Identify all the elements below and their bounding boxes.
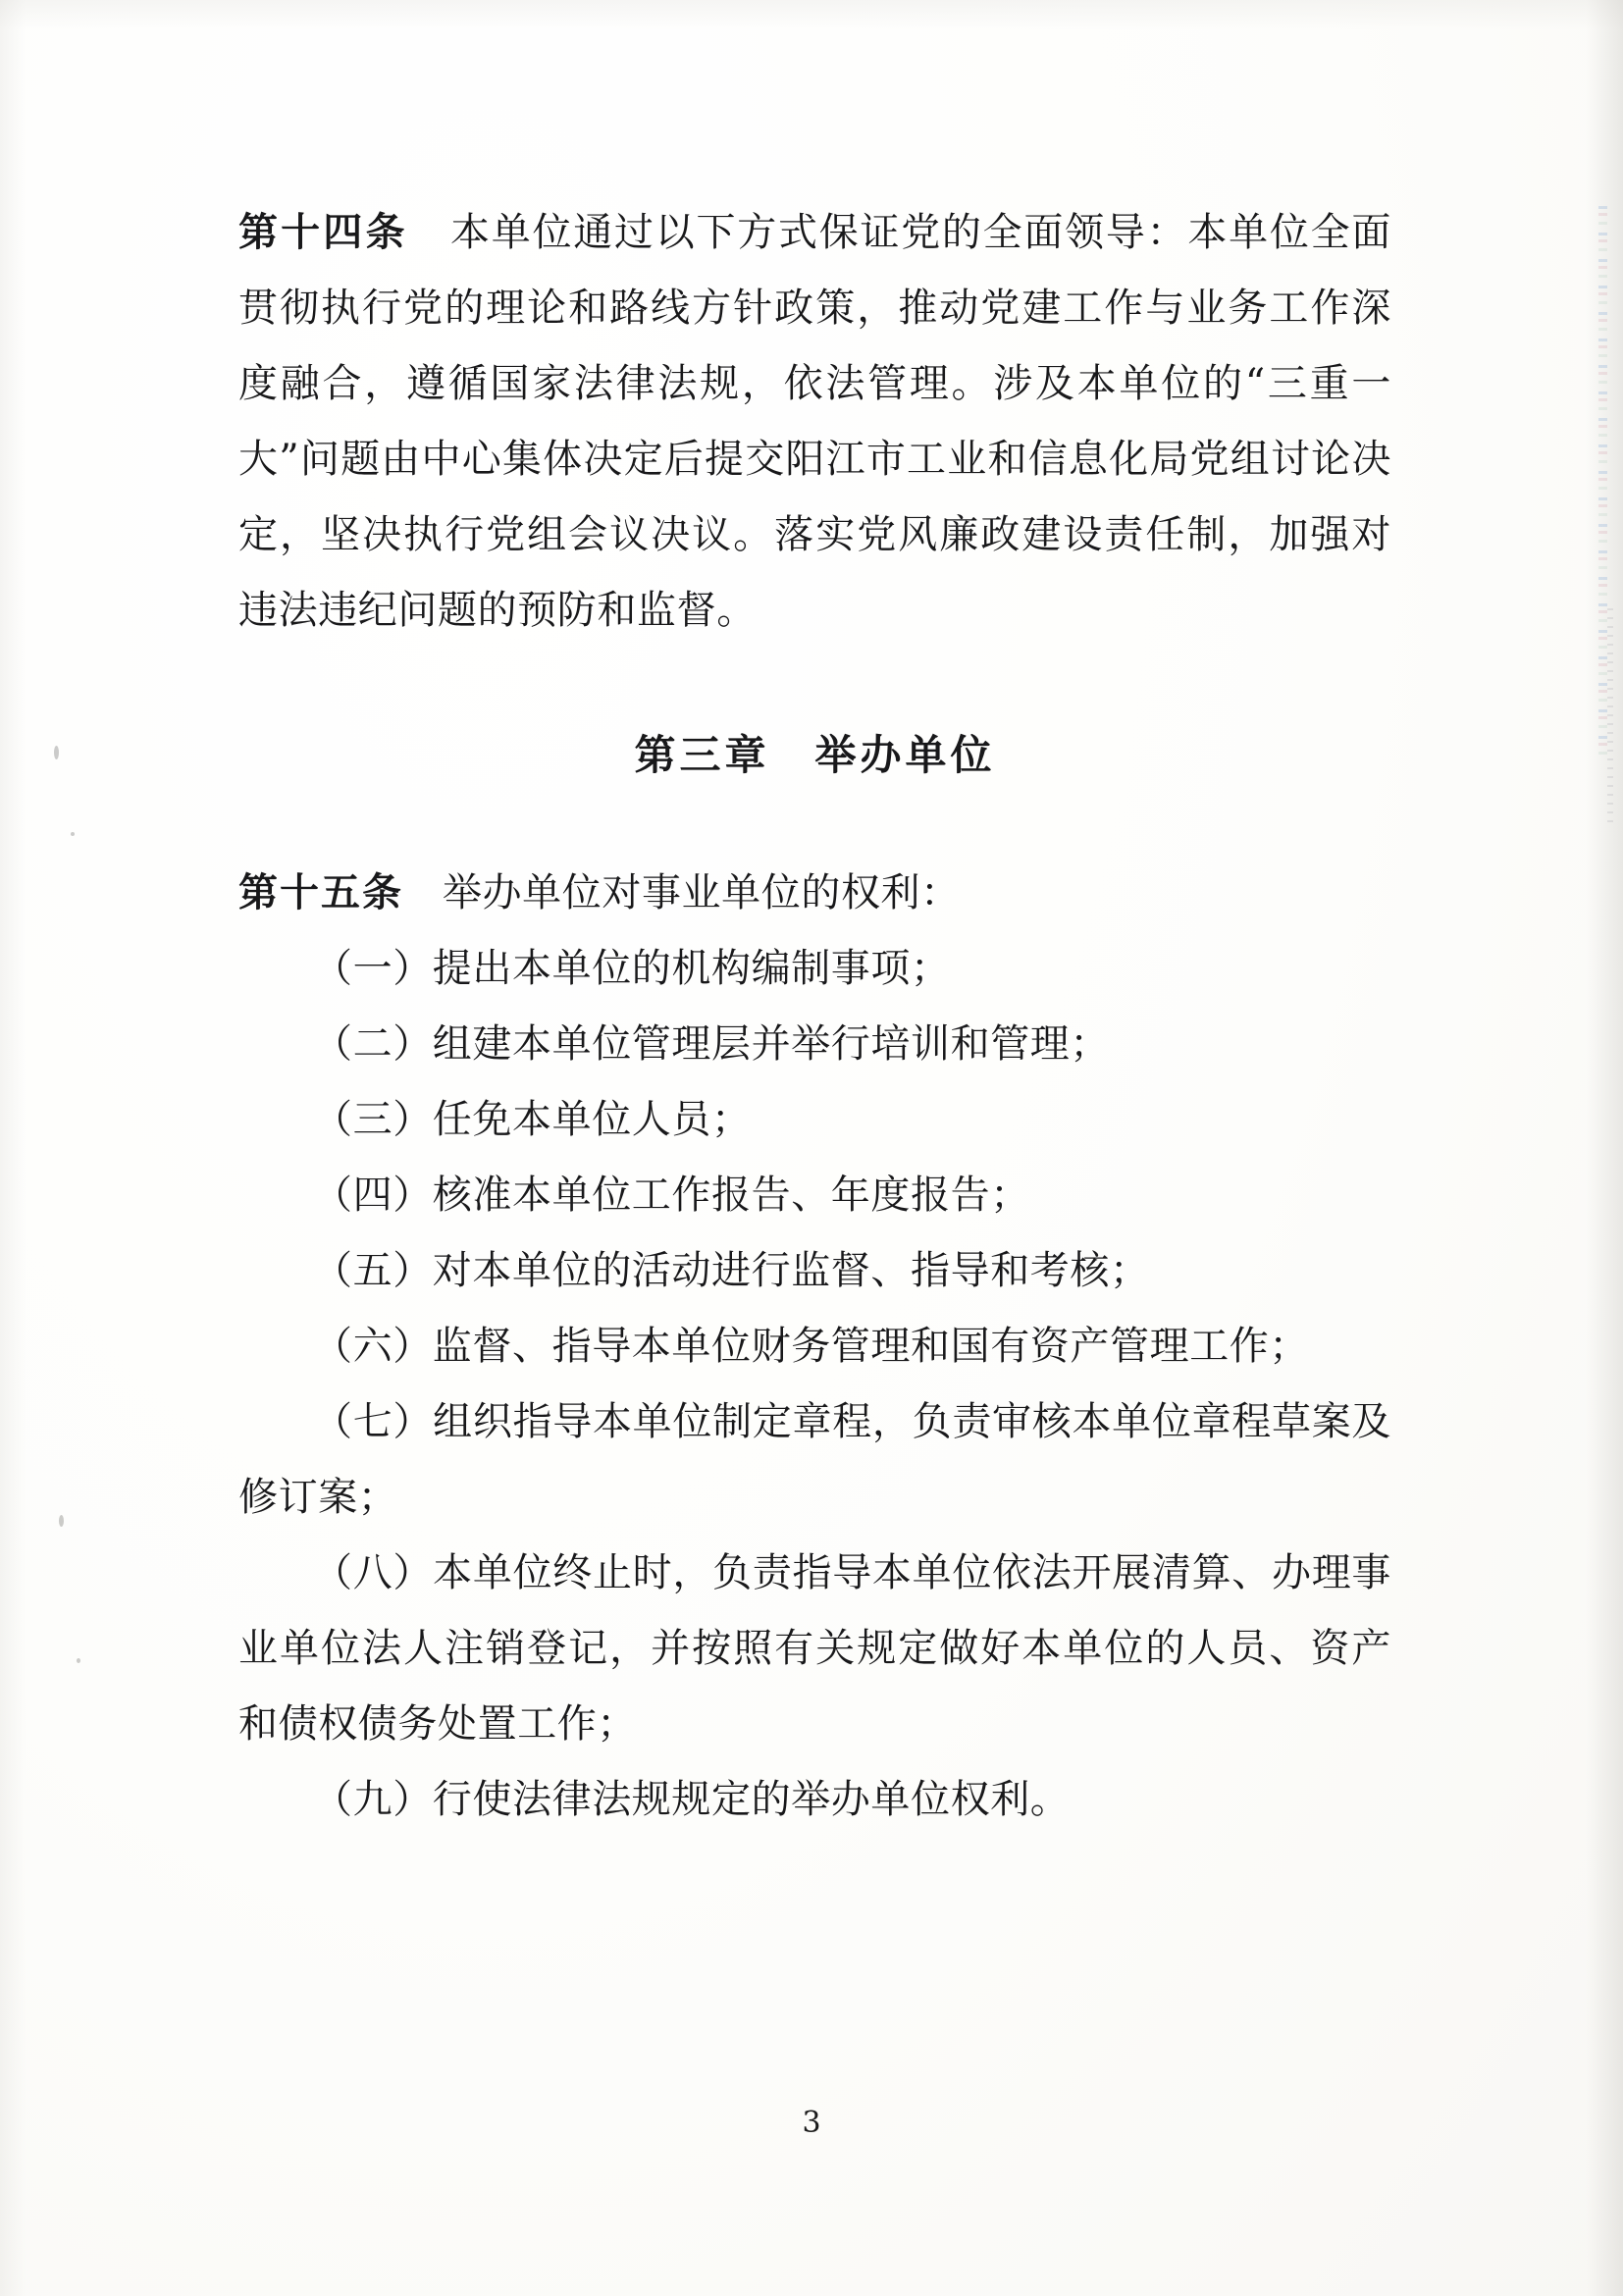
list-item: （六）监督、指导本单位财务管理和国有资产管理工作； <box>313 1324 1309 1369</box>
list-item: （七）组织指导本单位制定章程，负责审核本单位章程草案及修订案； <box>238 1399 1391 1520</box>
list-item: （三）任免本单位人员； <box>313 1097 752 1142</box>
list-item: （九）行使法律法规规定的举办单位权利。 <box>313 1777 1071 1822</box>
list-item: （一）提出本单位的机构编制事项； <box>313 946 951 991</box>
spacer <box>238 649 1391 721</box>
scan-edge-shadow-left <box>0 0 26 2296</box>
article-14-paragraph <box>238 194 1391 649</box>
article-14-label: 第十四条 <box>238 209 408 255</box>
scan-color-artifact-secondary <box>1607 608 1613 824</box>
scan-color-artifact <box>1598 206 1607 756</box>
scan-edge-shadow-top <box>0 0 1623 29</box>
article-15-text: 举办单位对事业单位的权利： <box>442 870 961 915</box>
article-14-text: 本单位通过以下方式保证党的全面领导：本单位全面贯彻执行党的理论和路线方针政策，推动党建工作与业务工作深度融合，遵循国家法律法规，依法管理。涉及本单位的“三重一大”问题由中心集体决定后提交阳江市工业和信息化局党组讨论决定，坚决执行党组会议决议。落实党风廉政建设责任制，加强对违法违纪问题的预防和监督。 <box>238 210 1391 633</box>
document-body <box>238 194 1391 1838</box>
chapter-3-heading: 第三章 举办单位 <box>634 731 996 779</box>
list-item: （二）组建本单位管理层并举行培训和管理； <box>313 1021 1110 1067</box>
article-15-paragraph <box>238 855 1391 931</box>
scan-speck <box>77 1658 80 1663</box>
list-item: （四）核准本单位工作报告、年度报告； <box>313 1173 1030 1218</box>
scan-speck <box>59 1515 64 1527</box>
list-item: （八）本单位终止时，负责指导本单位依法开展清算、办理事业单位法人注销登记，并按照有关规定做好本单位的人员、资产和债权债务处置工作； <box>238 1550 1391 1747</box>
scan-speck <box>71 832 75 836</box>
page-number: 3 <box>802 2106 821 2140</box>
article-15-label: 第十五条 <box>238 869 403 915</box>
scan-speck <box>54 746 59 759</box>
spacer <box>238 790 1391 855</box>
list-item: （五）对本单位的活动进行监督、指导和考核； <box>313 1248 1150 1293</box>
scan-edge-shadow-right <box>1586 0 1623 2296</box>
